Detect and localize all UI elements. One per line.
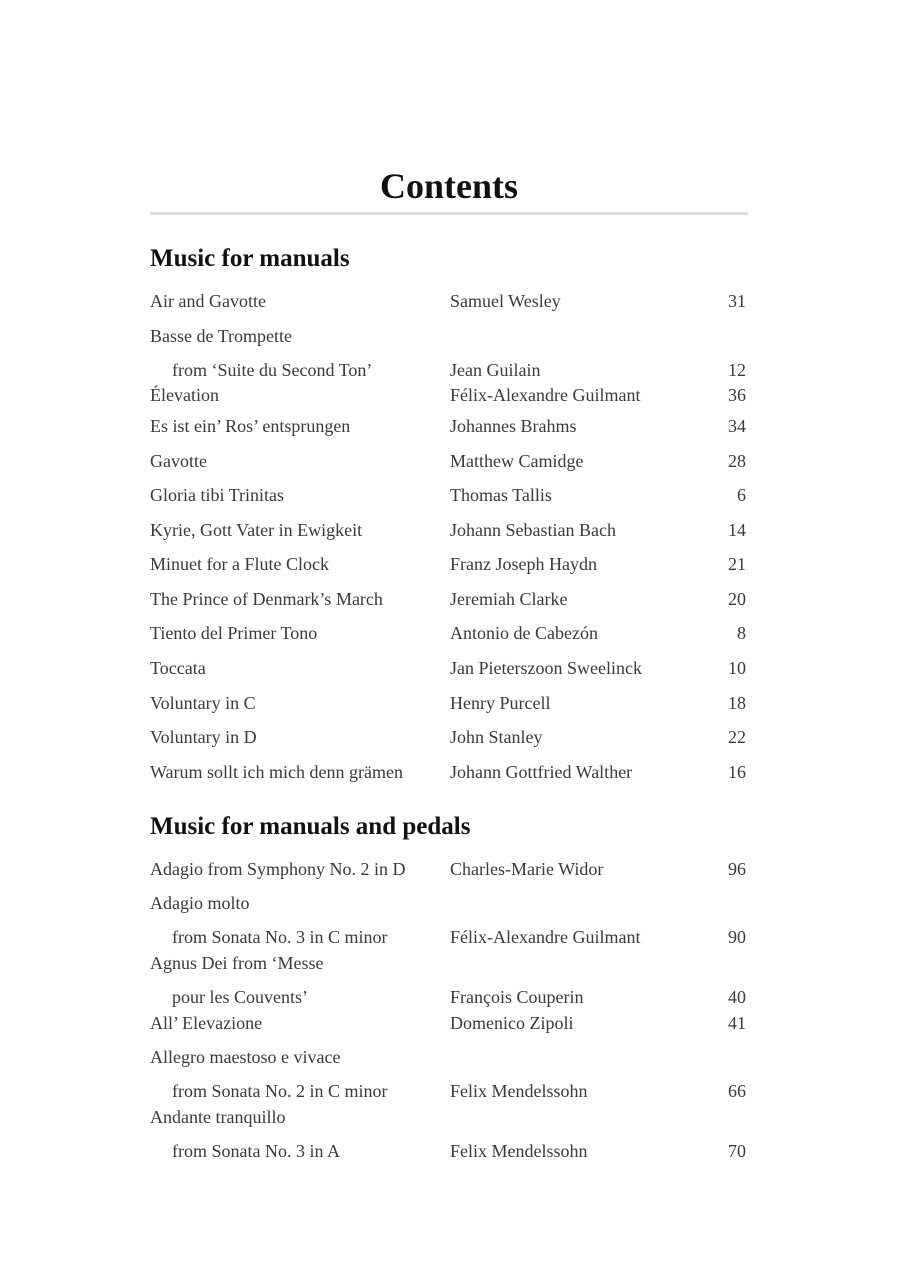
piece-title: Andante tranquillo <box>150 1107 286 1127</box>
page-number: 34 <box>728 416 746 436</box>
toc-entry <box>150 950 748 1010</box>
page-number: 96 <box>728 859 746 879</box>
page-number: 22 <box>728 727 746 747</box>
piece-title: Warum sollt ich mich denn grämen <box>150 762 403 782</box>
piece-subtitle: from Sonata No. 3 in A <box>172 1141 340 1161</box>
toc-entry <box>150 690 748 716</box>
page-number: 36 <box>728 385 746 405</box>
page-number: 20 <box>728 589 746 609</box>
composer-name: Antonio de Cabezón <box>450 623 598 643</box>
piece-title: Adagio molto <box>150 893 250 913</box>
composer-name: Felix Mendelssohn <box>450 1081 588 1101</box>
composer-name: Félix-Alexandre Guilmant <box>450 385 641 405</box>
page-number: 70 <box>728 1141 746 1161</box>
page-number: 66 <box>728 1081 746 1101</box>
composer-name: Johannes Brahms <box>450 416 577 436</box>
page-number: 41 <box>728 1013 746 1033</box>
page-number: 21 <box>728 554 746 574</box>
piece-title: Air and Gavotte <box>150 291 266 311</box>
toc-entry <box>150 288 748 314</box>
page-number: 40 <box>728 987 746 1007</box>
toc-entry <box>150 517 748 543</box>
toc-entry <box>150 551 748 577</box>
piece-title: Voluntary in C <box>150 693 256 713</box>
page-number: 8 <box>737 623 746 643</box>
piece-title: Minuet for a Flute Clock <box>150 554 329 574</box>
toc-entry <box>150 448 748 474</box>
piece-title: Voluntary in D <box>150 727 257 747</box>
toc-entry <box>150 1044 748 1104</box>
composer-name: Samuel Wesley <box>450 291 561 311</box>
page-number: 18 <box>728 693 746 713</box>
page-number: 16 <box>728 762 746 782</box>
toc-entry <box>150 586 748 612</box>
piece-title: The Prince of Denmark’s March <box>150 589 383 609</box>
toc-entry <box>150 1104 748 1164</box>
composer-name: Félix-Alexandre Guilmant <box>450 927 641 947</box>
toc-entry <box>150 382 748 408</box>
piece-title: Agnus Dei from ‘Messe <box>150 953 324 973</box>
page-number: 90 <box>728 927 746 947</box>
piece-title: Gavotte <box>150 451 207 471</box>
composer-name: Thomas Tallis <box>450 485 552 505</box>
toc-entry <box>150 620 748 646</box>
toc-entry <box>150 890 748 950</box>
section-heading: Music for manuals <box>150 245 350 272</box>
page-number: 28 <box>728 451 746 471</box>
composer-name: John Stanley <box>450 727 543 747</box>
piece-title: Allegro maestoso e vivace <box>150 1047 341 1067</box>
toc-entry <box>150 655 748 681</box>
toc-entry <box>150 724 748 750</box>
toc-entry <box>150 1010 748 1036</box>
piece-title: Kyrie, Gott Vater in Ewigkeit <box>150 520 363 540</box>
piece-subtitle: pour les Couvents’ <box>172 987 308 1007</box>
composer-name: Matthew Camidge <box>450 451 584 471</box>
composer-name: Jeremiah Clarke <box>450 589 568 609</box>
composer-name: Johann Sebastian Bach <box>450 520 616 540</box>
piece-title: Adagio from Symphony No. 2 in D <box>150 859 406 879</box>
piece-subtitle: from Sonata No. 2 in C minor <box>172 1081 388 1101</box>
piece-subtitle: from Sonata No. 3 in C minor <box>172 927 388 947</box>
piece-title: Es ist ein’ Ros’ entsprungen <box>150 416 351 436</box>
section-heading: Music for manuals and pedals <box>150 813 471 840</box>
toc-entry <box>150 413 748 439</box>
piece-title: Élevation <box>150 385 219 405</box>
composer-name: François Couperin <box>450 987 584 1007</box>
page-title: Contents <box>379 166 518 206</box>
piece-subtitle: from ‘Suite du Second Ton’ <box>172 360 373 380</box>
page-number: 6 <box>737 485 746 505</box>
toc-entry <box>150 759 748 785</box>
composer-name: Franz Joseph Haydn <box>450 554 597 574</box>
composer-name: Charles-Marie Widor <box>450 859 604 879</box>
piece-title: Tiento del Primer Tono <box>150 623 318 643</box>
page-number: 10 <box>728 658 746 678</box>
composer-name: Felix Mendelssohn <box>450 1141 588 1161</box>
piece-title: All’ Elevazione <box>150 1013 263 1033</box>
title-divider <box>150 212 748 215</box>
composer-name: Johann Gottfried Walther <box>450 762 633 782</box>
piece-title: Basse de Trompette <box>150 326 292 346</box>
piece-title: Toccata <box>150 658 206 678</box>
composer-name: Domenico Zipoli <box>450 1013 574 1033</box>
composer-name: Jean Guilain <box>450 360 541 380</box>
toc-entry <box>150 482 748 508</box>
page-number: 14 <box>728 520 746 540</box>
page-number: 31 <box>728 291 746 311</box>
composer-name: Henry Purcell <box>450 693 551 713</box>
toc-entry <box>150 323 748 383</box>
composer-name: Jan Pieterszoon Sweelinck <box>450 658 642 678</box>
page-number: 12 <box>728 360 746 380</box>
toc-entry <box>150 856 748 882</box>
piece-title: Gloria tibi Trinitas <box>150 485 285 505</box>
